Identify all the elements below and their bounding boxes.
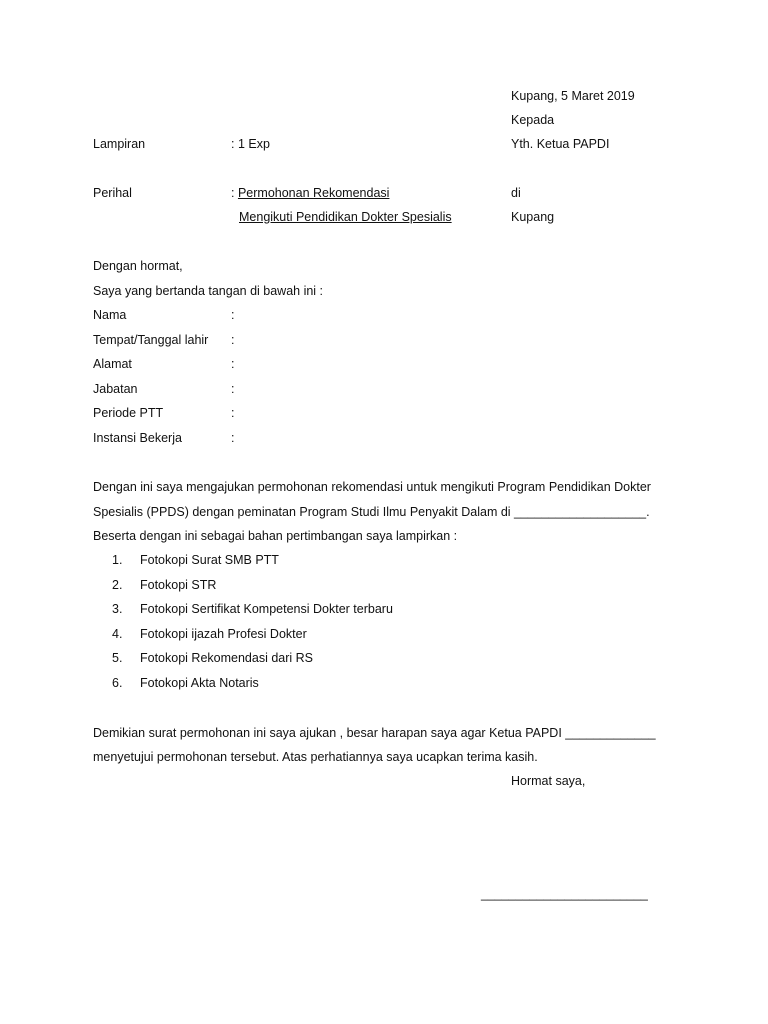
subject-line-1: : Permohonan Rekomendasi: [231, 186, 390, 200]
intro-text: Saya yang bertanda tangan di bawah ini :: [93, 284, 324, 298]
list-item: [112, 552, 393, 577]
field-colon: :: [231, 357, 235, 371]
list-number: 5.: [112, 651, 123, 665]
field-label-institution: Instansi Bekerja: [93, 431, 182, 445]
body-paragraph-line: Spesialis (PPDS) dengan peminatan Program Studi Ilmu Penyakit Dalam di ___________________.: [93, 505, 650, 519]
closing-line: Demikian surat permohonan ini saya ajukan , besar harapan saya agar Ketua PAPDI _____________: [93, 726, 656, 740]
field-colon: :: [231, 382, 235, 396]
attachments-intro: Beserta dengan ini sebagai bahan pertimbangan saya lampirkan :: [93, 529, 458, 543]
recipient-prefix: Kepada: [511, 113, 555, 127]
list-text: Fotokopi ijazah Profesi Dokter: [140, 626, 307, 641]
list-item: [112, 601, 393, 626]
list-text: Fotokopi Rekomendasi dari RS: [140, 651, 313, 665]
field-label-birth: Tempat/Tanggal lahir: [93, 333, 209, 347]
list-text: Fotokopi Sertifikat Kompetensi Dokter terbaru: [140, 602, 393, 616]
regards: Hormat saya,: [511, 774, 586, 788]
list-number: 2.: [112, 577, 123, 592]
list-number: 6.: [112, 675, 123, 690]
attachment-label: Lampiran: [93, 137, 146, 151]
list-item: [112, 626, 393, 651]
signature-line: ________________________: [481, 887, 648, 901]
field-label-name: Nama: [93, 308, 127, 322]
subject-label: Perihal: [93, 186, 132, 200]
recipient-city: Kupang: [511, 210, 555, 224]
list-number: 4.: [112, 626, 123, 641]
list-item: [112, 675, 393, 700]
recipient-name: Yth. Ketua PAPDI: [511, 137, 610, 151]
list-item: [112, 650, 393, 675]
list-number: 3.: [112, 602, 123, 616]
list-item: [112, 577, 393, 602]
list-text: Fotokopi Surat SMB PTT: [140, 553, 279, 567]
field-colon: :: [231, 406, 235, 420]
greeting: Dengan hormat,: [93, 259, 183, 273]
letter-date: Kupang, 5 Maret 2019: [511, 89, 635, 103]
field-label-period: Periode PTT: [93, 406, 164, 420]
recipient-di: di: [511, 186, 521, 200]
field-label-address: Alamat: [93, 357, 132, 371]
subject-line-2: Mengikuti Pendidikan Dokter Spesialis: [239, 210, 452, 224]
attachment-list: [112, 552, 393, 699]
list-text: Fotokopi Akta Notaris: [140, 675, 259, 690]
closing-line: menyetujui permohonan tersebut. Atas perhatiannya saya ucapkan terima kasih.: [93, 750, 538, 764]
list-text: Fotokopi STR: [140, 577, 217, 592]
field-colon: :: [231, 308, 235, 322]
attachment-value: : 1 Exp: [231, 137, 270, 151]
field-colon: :: [231, 333, 235, 347]
body-paragraph-line: Dengan ini saya mengajukan permohonan rekomendasi untuk mengikuti Program Pendidikan Dokter: [93, 480, 651, 494]
list-number: 1.: [112, 553, 123, 567]
field-colon: :: [231, 431, 235, 445]
field-label-position: Jabatan: [93, 382, 138, 396]
